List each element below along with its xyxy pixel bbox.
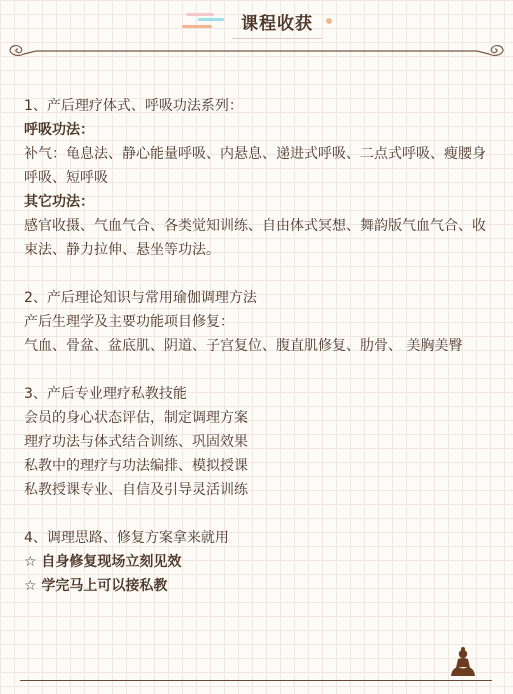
section2-heading: 2、产后理论知识与常用瑜伽调理方法 [24,290,257,306]
meditating-buddha-icon [450,646,476,678]
list-item: 私教授课专业、自信及引导灵活训练 [24,482,248,498]
brush-strokes-icon [180,4,232,38]
list-item: 私教中的理疗与功法编排、模拟授课 [24,458,248,474]
section2-sub-title: 产后生理学及主要功能项目修复： [24,314,234,330]
section1-sub1-title: 呼吸功法： [24,122,94,138]
scroll-ornament-icon [8,42,505,60]
section3-heading: 3、产后专业理疗私教技能 [24,386,187,402]
list-item: 会员的身心状态评估，制定调理方案 [24,410,248,426]
section2-sub-text: 气血、骨盆、盆底肌、阴道、子宫复位、腹直肌修复、肋骨、 美胸美臀 [24,338,463,354]
section-spacer [24,358,496,382]
title-box [232,4,322,39]
course-content [24,94,496,598]
section1-sub1-text: 补气：龟息法、静心能量呼吸、内悬息、递进式呼吸、二点式呼吸、瘦腰身呼吸、短呼吸 [24,146,486,186]
section-spacer [24,502,496,526]
highlight-item: ☆ 自身修复现场立刻见效 [24,554,182,570]
section1-sub2-title: 其它功法： [24,194,94,210]
page-title: 课程收获 [241,13,313,34]
section1-heading: 1、产后理疗体式、呼吸功法系列： [24,98,243,114]
list-item: 理疗功法与体式结合训练、巩固效果 [24,434,248,450]
page-header [0,4,513,38]
section-spacer [24,262,496,286]
highlight-item: ☆ 学完马上可以接私教 [24,578,168,594]
bottom-divider [20,680,492,681]
title-dot-icon [326,18,332,24]
section4-heading: 4、调理思路、修复方案拿来就用 [24,530,229,546]
section1-sub2-text: 感官收摄、气血气合、各类觉知训练、自由体式冥想、舞韵版气血气合、收束法、静力拉伸、悬坐等功法。 [24,218,486,258]
